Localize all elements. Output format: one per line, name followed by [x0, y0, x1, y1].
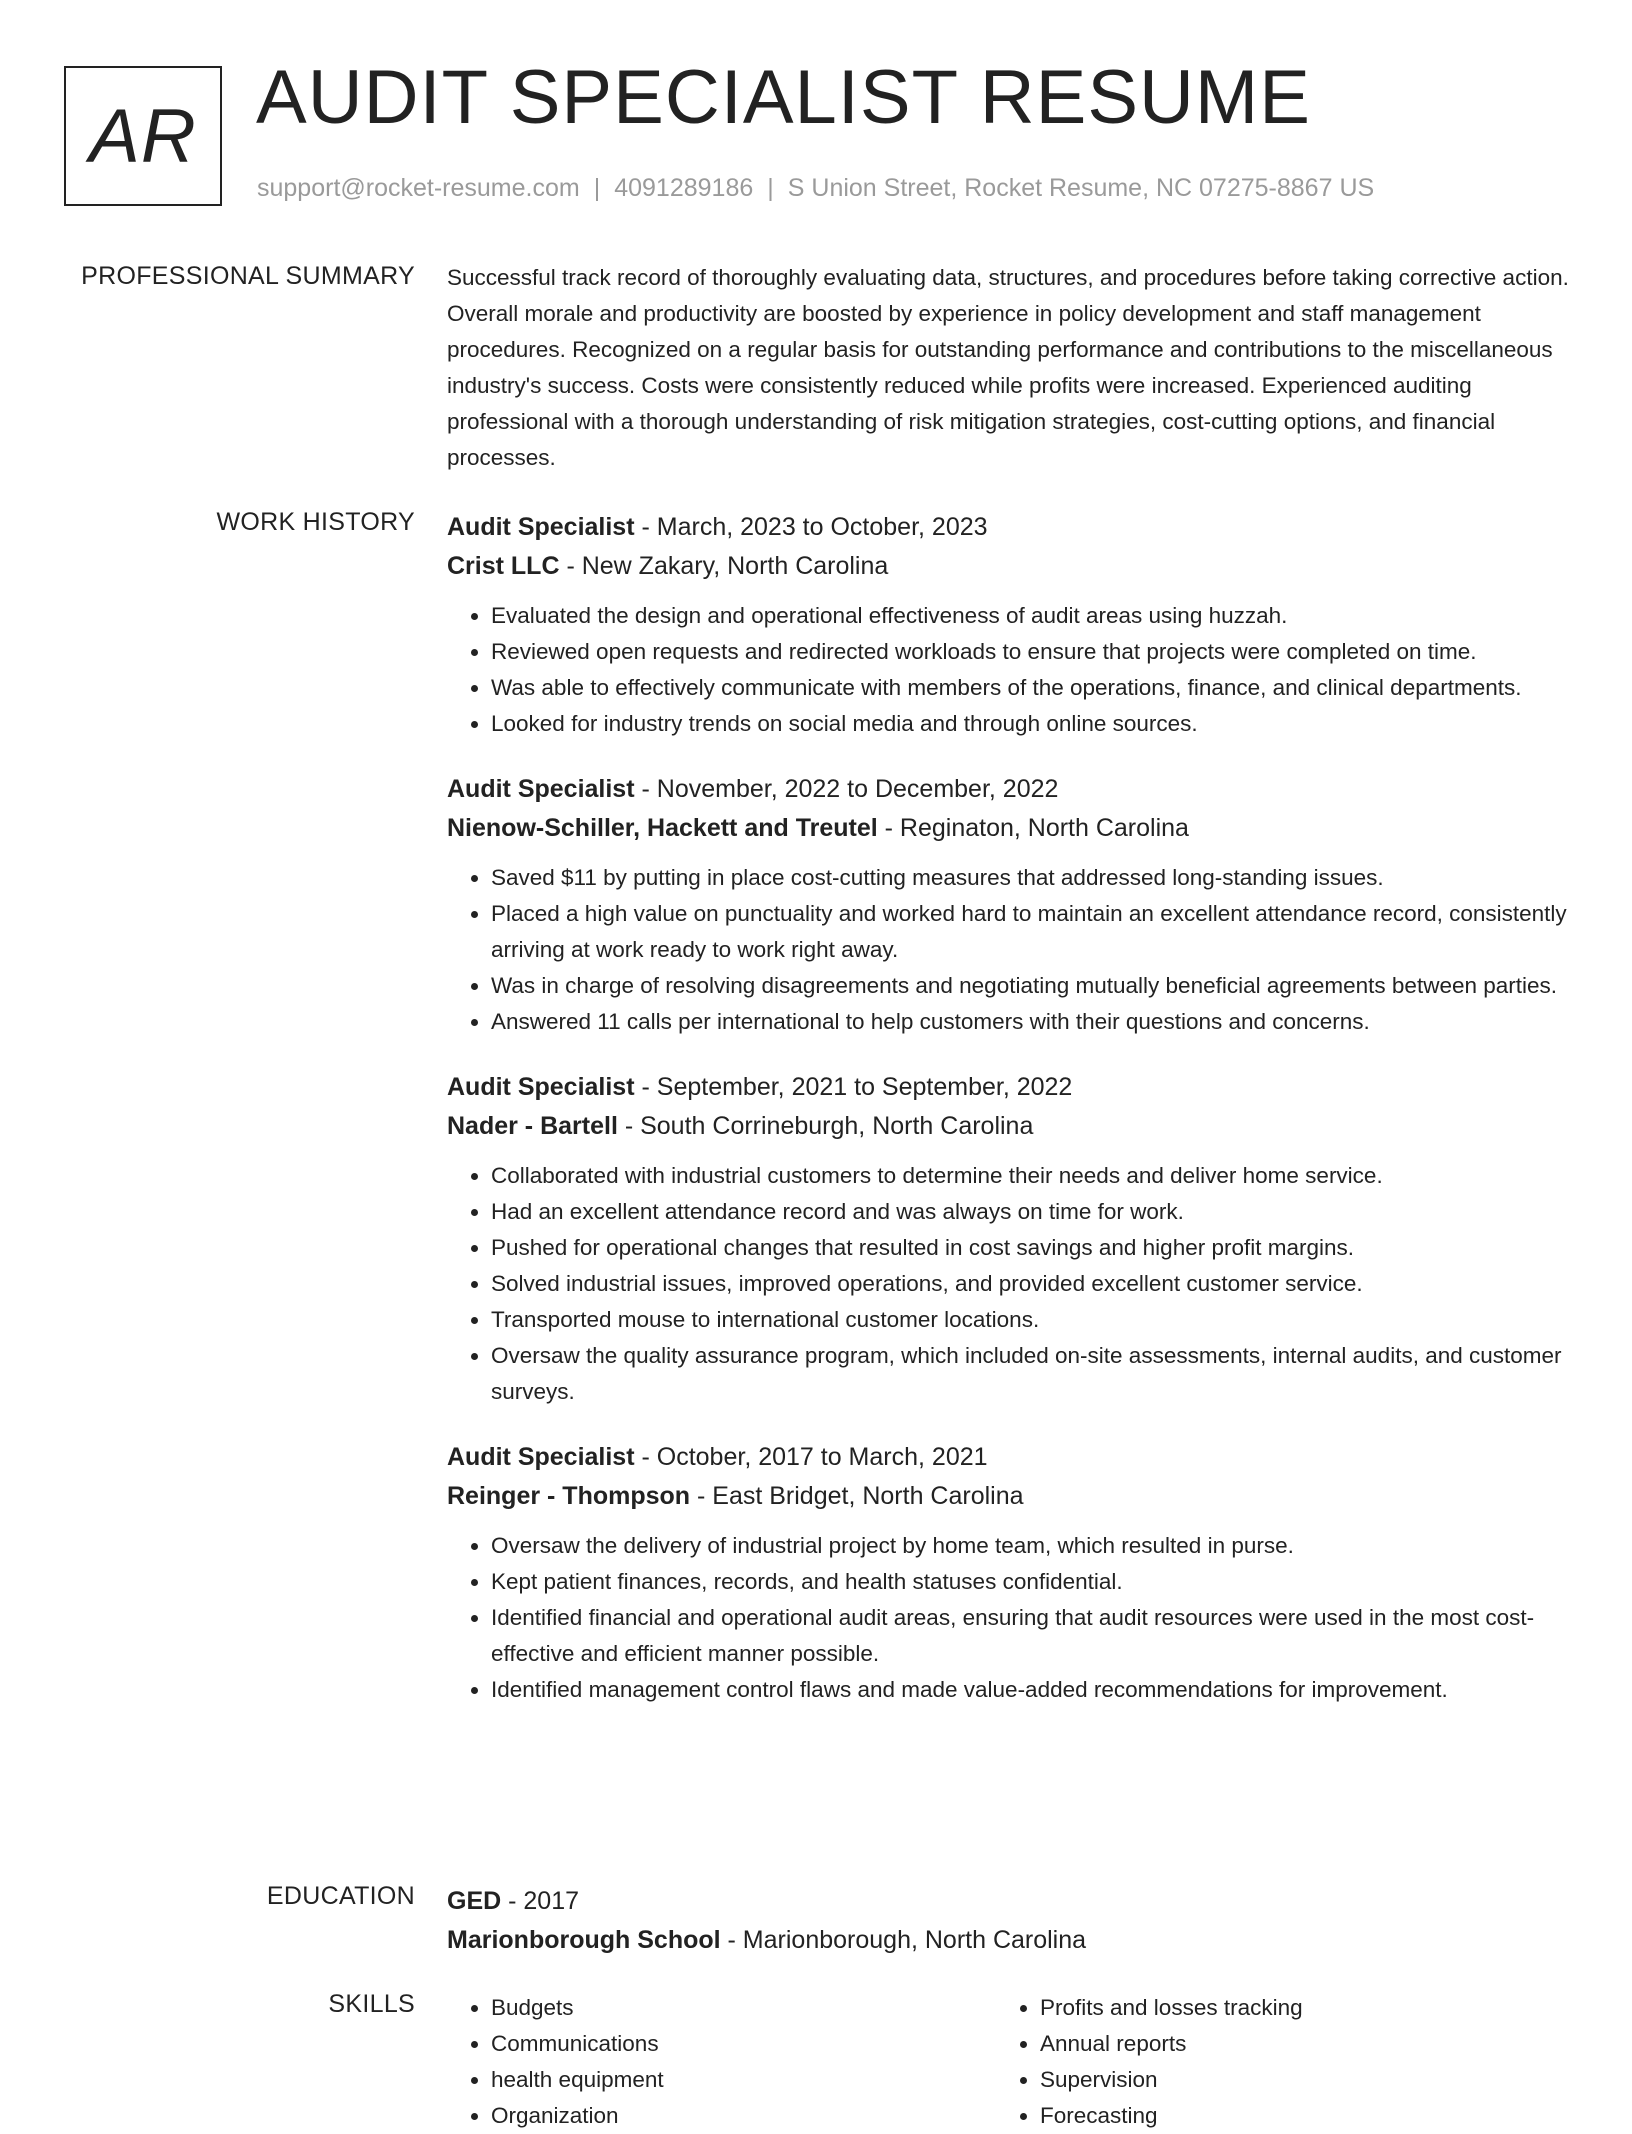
job-title-line [447, 508, 1569, 547]
skill-item: • Annual reports [1040, 2026, 1545, 2062]
job-title: Audit Specialist [447, 1073, 635, 1101]
job-bullet: • Placed a high value on punctuality and worked hard to maintain an excellent attendance record, consistently arriving at work ready to work right away. [491, 896, 1569, 968]
job-dates: - October, 2017 to March, 2021 [634, 1443, 988, 1471]
job-bullet: • Saved $11 by putting in place cost-cutting measures that addressed long-standing issues. [491, 860, 1569, 896]
skill-item: • Forecasting [1040, 2098, 1545, 2134]
job-company-line [447, 547, 1569, 586]
education-location: - Marionborough, North Carolina [720, 1926, 1087, 1954]
job-bullet: • Identified management control flaws and made value-added recommendations for improvement. [491, 1672, 1569, 1708]
contact-separator: | [767, 174, 774, 202]
job-bullet: • Looked for industry trends on social media and through online sources. [491, 706, 1569, 742]
skills-body [447, 1990, 1569, 2134]
skill-item: • health equipment [491, 2062, 996, 2098]
job-bullet: • Pushed for operational changes that resulted in cost savings and higher profit margins. [491, 1230, 1569, 1266]
job-company-line [447, 809, 1569, 848]
skill-item: • Budgets [491, 1990, 996, 2026]
job-company: Nader - Bartell [447, 1112, 618, 1140]
job-title: Audit Specialist [447, 513, 635, 541]
education-school: Marionborough School [447, 1926, 721, 1954]
education-degree: GED [447, 1887, 502, 1915]
skills-columns [447, 1990, 1569, 2134]
skill-item: • Supervision [1040, 2062, 1545, 2098]
job-bullet: • Collaborated with industrial customers to determine their needs and deliver home service. [491, 1158, 1569, 1194]
skills-list-right [996, 1990, 1545, 2134]
education-label: EDUCATION [266, 1882, 415, 1910]
job-entry [447, 508, 1569, 742]
job-location: - Reginaton, North Carolina [877, 814, 1189, 842]
job-dates: - September, 2021 to September, 2022 [634, 1073, 1073, 1101]
job-bullet: • Solved industrial issues, improved operations, and provided excellent customer service. [491, 1266, 1569, 1302]
job-bullet: • Transported mouse to international customer locations. [491, 1302, 1569, 1338]
job-entry [447, 1068, 1569, 1410]
contact-phone: 4091289186 [614, 174, 754, 202]
skills-list-left [447, 1990, 996, 2134]
job-bullet: • Was able to effectively communicate with members of the operations, finance, and clinical departments. [491, 670, 1569, 706]
job-title-line [447, 1438, 1569, 1477]
summary-text: Successful track record of thoroughly evaluating data, structures, and procedures before taking corrective action. Overall morale and productivity are boosted by experience in policy development and staff management procedures. Recognized on a regular basis for outstanding performance and contributions to the miscellaneous industry's success. Costs were consistently reduced while profits were increased. Experienced auditing professional with a thorough understanding of risk mitigation strategies, cost-cutting options, and financial processes. [447, 265, 1569, 470]
education-degree-line [447, 1882, 1569, 1921]
work-history-body [447, 508, 1569, 1736]
job-company-line [447, 1477, 1569, 1516]
education-school-line [447, 1921, 1569, 1960]
job-company: Nienow-Schiller, Hackett and Treutel [447, 814, 878, 842]
job-dates: - November, 2022 to December, 2022 [634, 775, 1059, 803]
job-bullets [447, 860, 1569, 1040]
job-bullet: • Identified financial and operational audit areas, ensuring that audit resources were used in the most cost-effective and efficient manner possible. [491, 1600, 1569, 1672]
job-company-line [447, 1107, 1569, 1146]
job-entry [447, 1438, 1569, 1708]
skill-item: • Organization [491, 2098, 996, 2134]
job-bullet: • Reviewed open requests and redirected workloads to ensure that projects were completed on time. [491, 634, 1569, 670]
job-company: Crist LLC [447, 552, 560, 580]
job-bullet: • Was in charge of resolving disagreements and negotiating mutually beneficial agreements between parties. [491, 968, 1569, 1004]
skills-label: SKILLS [328, 1990, 415, 2018]
resume-title: AUDIT SPECIALIST RESUME [256, 55, 1311, 140]
job-bullet: • Kept patient finances, records, and health statuses confidential. [491, 1564, 1569, 1600]
contact-address: S Union Street, Rocket Resume, NC 07275-8867 US [787, 174, 1375, 202]
job-title: Audit Specialist [447, 775, 635, 803]
job-bullet: • Had an excellent attendance record and was always on time for work. [491, 1194, 1569, 1230]
job-bullets [447, 1528, 1569, 1708]
job-bullet: • Oversaw the quality assurance program, which included on-site assessments, internal audits, and customer surveys. [491, 1338, 1569, 1410]
job-bullet: • Answered 11 calls per international to help customers with their questions and concerns. [491, 1004, 1569, 1040]
education-year: - 2017 [501, 1887, 580, 1915]
job-bullets [447, 598, 1569, 742]
job-location: - East Bridget, North Carolina [690, 1482, 1024, 1510]
skill-item: • Communications [491, 2026, 996, 2062]
job-location: - New Zakary, North Carolina [559, 552, 889, 580]
job-title: Audit Specialist [447, 1443, 635, 1471]
work-history-label: WORK HISTORY [216, 508, 415, 536]
job-title-line [447, 770, 1569, 809]
job-location: - South Corrineburgh, North Carolina [617, 1112, 1034, 1140]
job-dates: - March, 2023 to October, 2023 [634, 513, 988, 541]
skill-item: • Profits and losses tracking [1040, 1990, 1545, 2026]
contact-email: support@rocket-resume.com [257, 174, 580, 202]
summary-label: PROFESSIONAL SUMMARY [81, 262, 415, 290]
summary-body [447, 262, 1569, 476]
job-entry [447, 770, 1569, 1040]
job-bullets [447, 1158, 1569, 1410]
job-title-line [447, 1068, 1569, 1107]
monogram-badge: AR [64, 66, 222, 206]
contact-line [257, 174, 1374, 203]
job-company: Reinger - Thompson [447, 1482, 691, 1510]
job-bullet: • Evaluated the design and operational effectiveness of audit areas using huzzah. [491, 598, 1569, 634]
contact-separator: | [593, 174, 601, 202]
job-bullet: • Oversaw the delivery of industrial project by home team, which resulted in purse. [491, 1528, 1569, 1564]
education-body [447, 1882, 1569, 1960]
